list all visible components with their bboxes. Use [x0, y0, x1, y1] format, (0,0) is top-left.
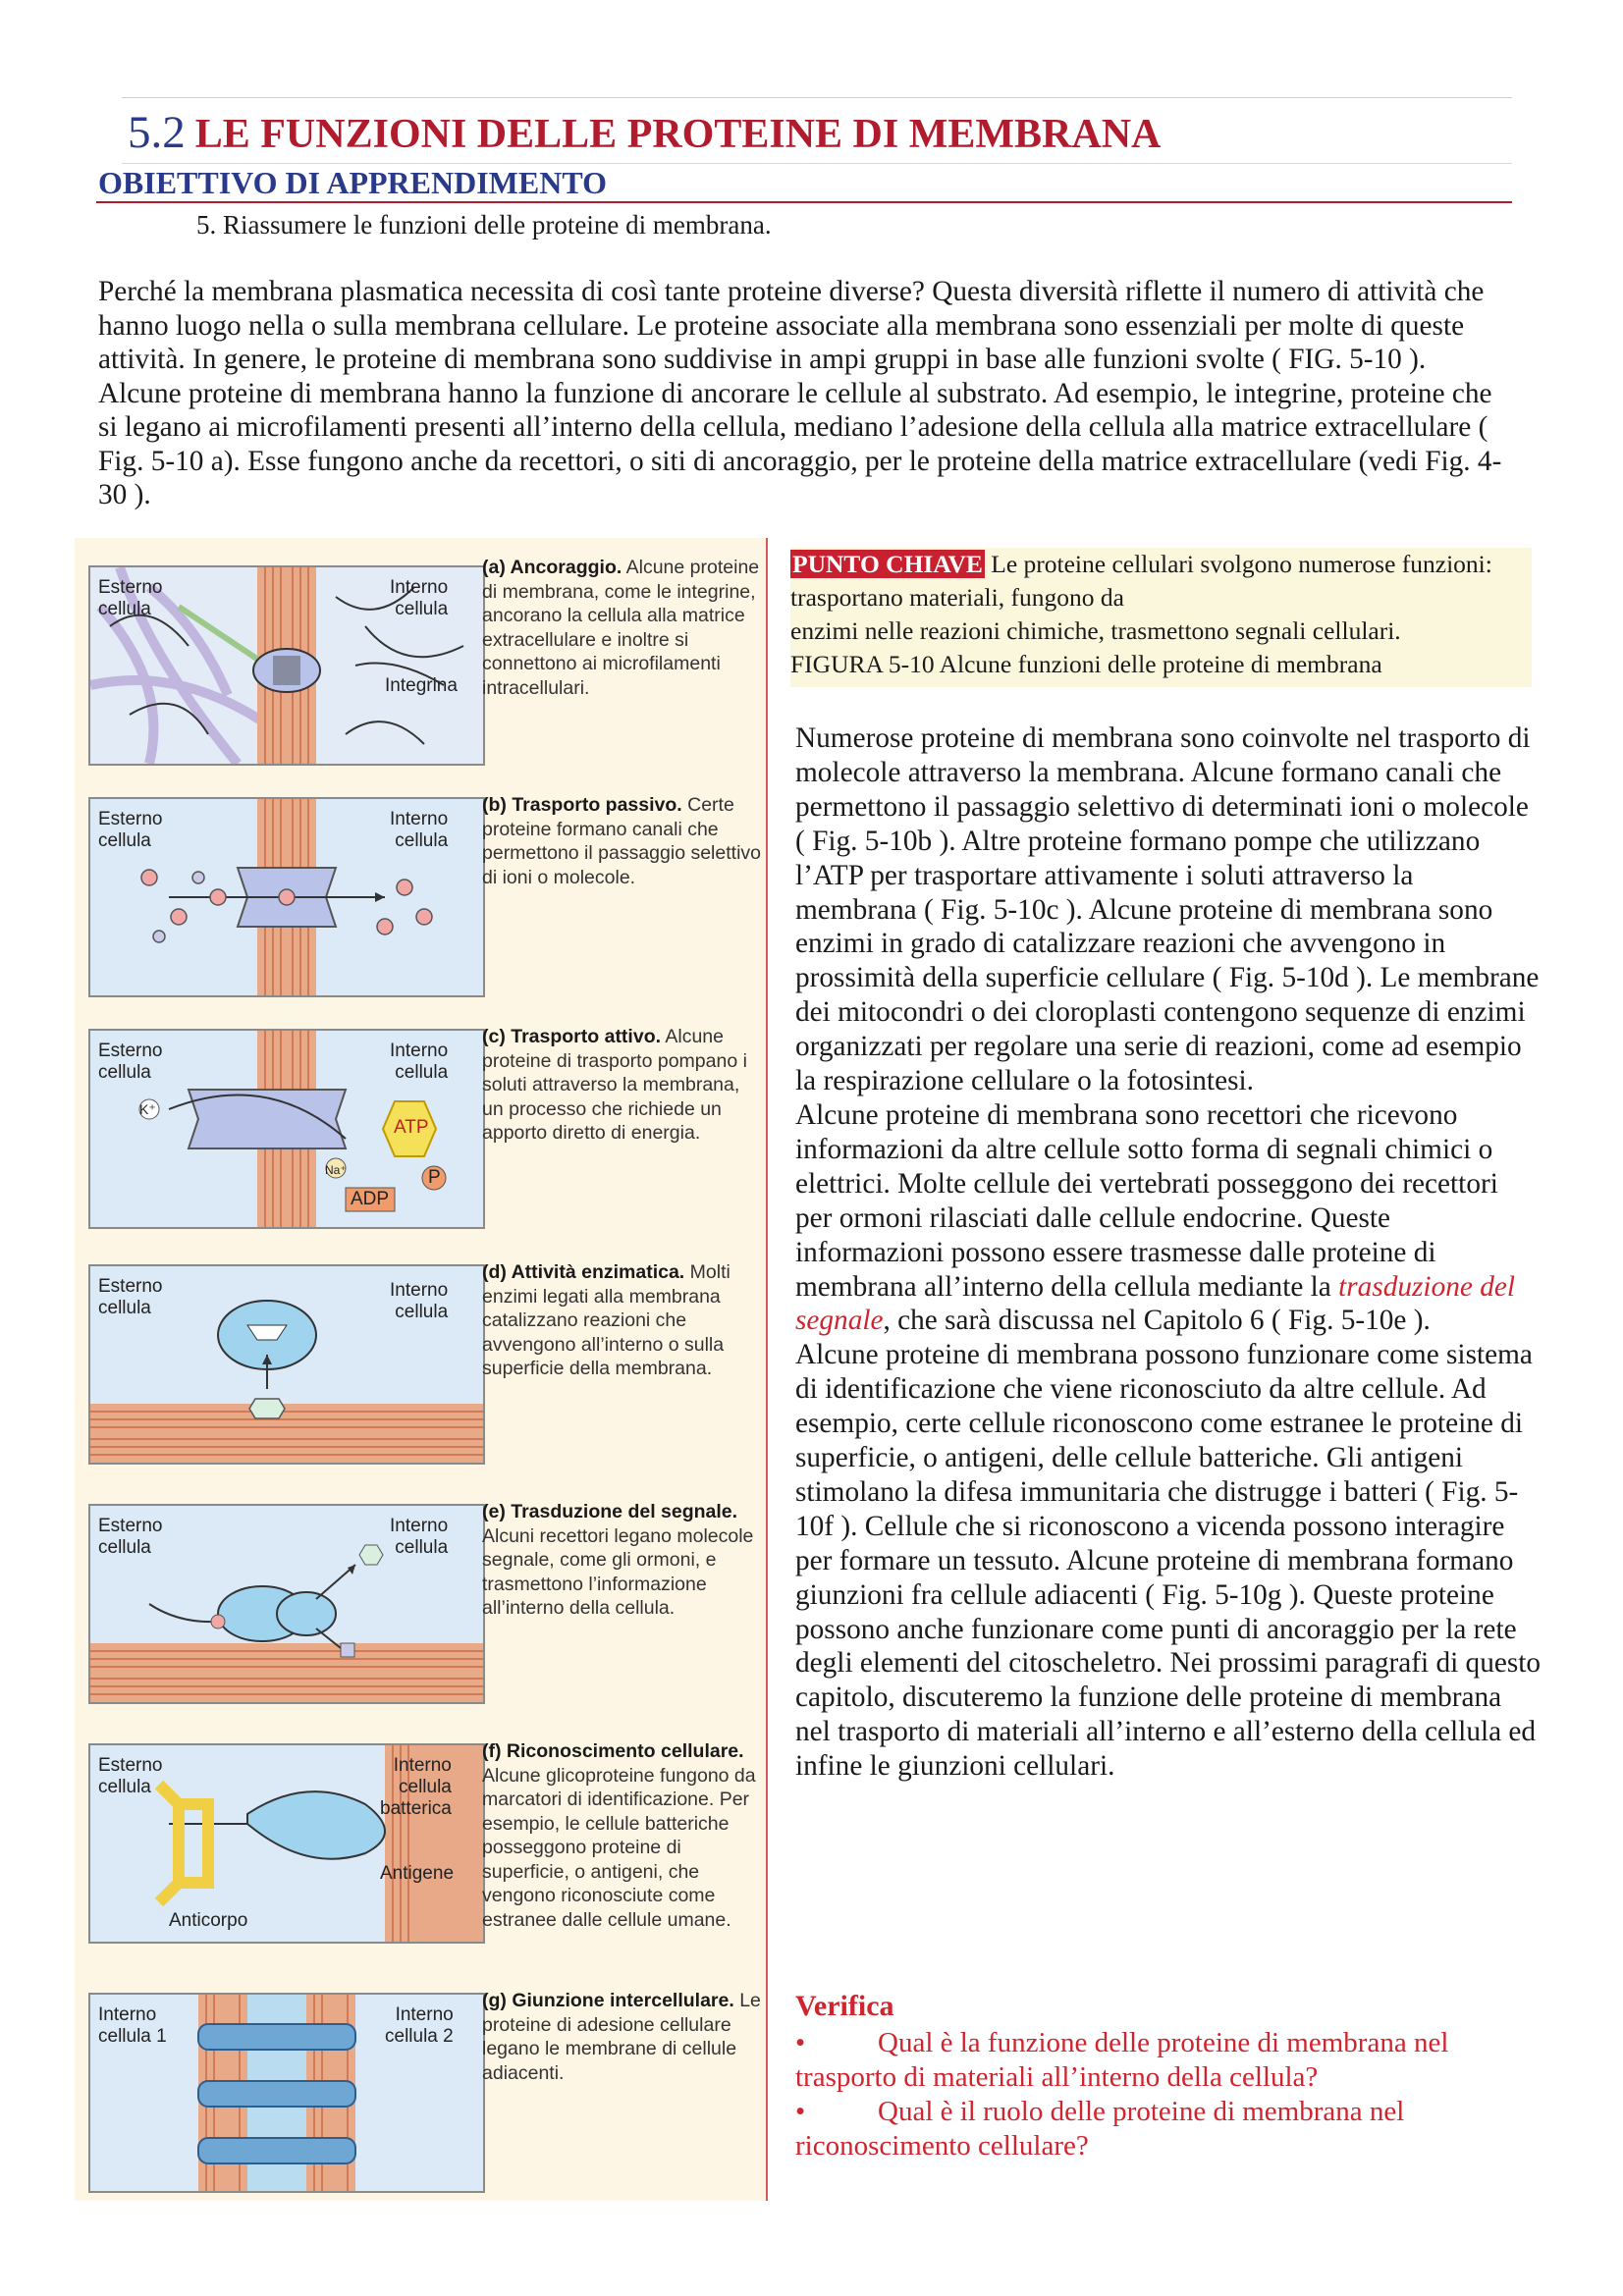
body-paragraph-1: Numerose proteine di membrana sono coinvolte nel trasporto di molecole attraverso la membrana. Alcune formano canali che permettono il passaggio selettivo di determinati ioni o molecole ( Fig. 5-10b ). Altre proteine formano pompe che utilizzano l’ATP per trasportare attivamente i soluti attraverso la membrana ( Fig. 5-10c ). Alcune proteine di membrana sono enzimi in grado di catalizzare reazioni che avvengono in prossimità della superficie cellulare ( Fig. 5-10d ). Le membrane dei mitocondri o dei cloroplasti contengono sequenze di enzimi organizzati per regolare una serie di reazioni, come ad esempio la respirazione cellulare o la fotosintesi. — [795, 722, 1540, 1097]
caption-a: (a) Ancoraggio. Alcune proteine di membrana, come le integrine, ancorano la cellula alla matrice extracellulare e inoltre si connettono ai microfilamenti intracellulari. — [482, 557, 760, 699]
panel-anchoring — [88, 565, 485, 766]
caption-e: (e) Trasduzione del segnale. Alcuni recettori legano molecole segnale, come gli ormoni, e trasmettono l’informazione all’interno della cellula. — [482, 1501, 754, 1619]
key-point-tag: PUNTO CHIAVE — [792, 550, 983, 578]
section-heading — [128, 106, 1161, 159]
label-atp: ATP — [394, 1117, 429, 1138]
objective-rule — [96, 201, 1512, 203]
caption-g: (g) Giunzione intercellulare. Le proteine di adesione cellulare legano le membrane di cellule adiacenti. — [482, 1990, 761, 2084]
objective-item: 5. Riassumere le funzioni delle proteine di membrana. — [196, 210, 772, 240]
panel-intercellular-junction — [88, 1993, 485, 2193]
label-inside: Interno cellula batterica — [380, 1755, 452, 1819]
section-title: LE FUNZIONI DELLE PROTEINE DI MEMBRANA — [194, 112, 1162, 157]
label-inside: Interno cellula — [390, 577, 449, 619]
label-inside-cell-1: Interno cellula 1 — [98, 2004, 167, 2047]
label-adp: ADP — [351, 1189, 390, 1209]
label-outside: Esterno cellula — [98, 577, 163, 619]
caption-b: (b) Trasporto passivo. Certe proteine formano canali che permettono il passaggio selettivo di ioni o molecole. — [482, 794, 761, 888]
caption-f: (f) Riconoscimento cellulare. Alcune glicoproteine fungono da marcatori di identificazione. Per esempio, le cellule batteriche posseggono proteine di superficie, o antigeni, che vengono riconosciute come estranee dalle cellule umane. — [482, 1740, 756, 1931]
label-integrin: Integrina — [385, 675, 458, 696]
label-outside: Esterno cellula — [98, 1516, 163, 1558]
review-heading: Verifica — [795, 1990, 894, 2022]
section-number: 5.2 — [128, 107, 186, 158]
label-phosphate: P — [428, 1167, 441, 1188]
body-paragraph-2: Alcune proteine di membrana sono recettori che ricevono informazioni da altre cellule sotto forma di segnali chimici o elettrici. Molte cellule dei vertebrati posseggono dei recettori per ormoni rilasciati dalle cellule endocrine. Queste informazioni possono essere trasmesse dalle proteine di membrana all’interno della cellula mediante la trasduzione del segnale, che sarà discussa nel Capitolo 6 ( Fig. 5-10e ). — [795, 1098, 1515, 1337]
panel-signal-transduction — [88, 1504, 485, 1704]
label-inside: Interno cellula — [390, 1041, 449, 1083]
review-section — [795, 1987, 1542, 2163]
label-antibody: Anticorpo — [169, 1910, 248, 1931]
body-paragraph-3: Alcune proteine di membrana possono funzionare come sistema di identificazione che viene riconosciuto da altre cellule. Ad esempio, certe cellule riconoscono come estranee le proteine di superficie, o antigeni, delle cellule batteriche. Gli antigeni stimolano la difesa immunitaria che distrugge i batteri ( Fig. 5-10f ). Cellule che si riconoscono a vicenda possono interagire per formare un tessuto. Alcune proteine di membrana formano giunzioni fra cellule adiacenti ( Fig. 5-10g ). Queste proteine possono anche funzionare come punti di ancoraggio per la rete degli elementi del citoscheletro. Nei prossimi paragrafi di questo capitolo, discuteremo la funzione delle proteine di membrana nel trasporto di materiali all’interno e all’esterno della cellula ed infine le giunzioni cellulari. — [795, 1339, 1542, 1783]
figure-caption: FIGURA 5-10 Alcune funzioni delle proteine di membrana — [790, 650, 1382, 678]
label-outside: Esterno cellula — [98, 1041, 163, 1083]
caption-c: (c) Trasporto attivo. Alcune proteine di trasporto pompano i soluti attraverso la membrana, un processo che richiede un apporto diretto di energia. — [482, 1026, 747, 1144]
label-sodium: Na⁺ — [325, 1163, 347, 1177]
label-inside: Interno cellula — [390, 809, 449, 851]
panel-enzymatic-activity — [88, 1264, 485, 1465]
label-antigen: Antigene — [380, 1863, 455, 1884]
panel-active-transport — [88, 1029, 485, 1229]
review-question-2: • Qual è il ruolo delle proteine di membrana nel riconoscimento cellulare? — [795, 2095, 1405, 2162]
intro-paragraph: Perché la membrana plasmatica necessita di così tante proteine diverse? Questa diversità riflette il numero di attività che hanno luogo nella o sulla membrana cellulare. Le proteine associate alla membrana sono essenziali per molte di queste attività. In genere, le proteine di membrana sono suddivise in ampi gruppi in base alle funzioni svolte ( FIG. 5-10 ). Alcune proteine di membrana hanno la funzione di ancorare le cellule al substrato. Ad esempio, le integrine, proteine che si legano ai microfilamenti presenti all’interno della cellula, mediano l’adesione della cellula alla matrice extracellulare ( Fig. 5-10 a). Esse fungono anche da recettori, o siti di ancoraggio, per le proteine della matrice extracellulare (vedi Fig. 4-30 ). — [98, 276, 1502, 510]
caption-d: (d) Attività enzimatica. Molti enzimi legati alla membrana catalizzano reazioni che avvengono all’interno o sulla superficie della membrana. — [482, 1261, 730, 1379]
key-point-text-1: Le proteine cellulari svolgono numerose funzioni: trasportano materiali, fungono da — [790, 550, 1492, 612]
label-inside-cell-2: Interno cellula 2 — [385, 2004, 454, 2047]
emphasis-term: trasduzione del segnale — [795, 1270, 1515, 1337]
label-outside: Esterno cellula — [98, 809, 163, 851]
review-question-1: • Qual è la funzione delle proteine di membrana nel trasporto di materiali all’interno della cellula? — [795, 2027, 1449, 2093]
label-outside: Esterno cellula — [98, 1755, 163, 1797]
objective-heading: OBIETTIVO DI APPRENDIMENTO — [98, 165, 607, 200]
top-rule — [122, 97, 1512, 98]
panel-cell-recognition — [88, 1743, 485, 1944]
label-potassium: K⁺ — [139, 1101, 156, 1117]
label-outside: Esterno cellula — [98, 1276, 163, 1318]
panel-passive-transport — [88, 797, 485, 997]
figure-5-10 — [75, 538, 768, 2201]
figure-divider — [766, 538, 768, 2201]
label-inside: Interno cellula — [390, 1280, 449, 1322]
body-text — [795, 721, 1542, 1784]
key-point-text-2: enzimi nelle reazioni chimiche, trasmettono segnali cellulari. — [790, 616, 1401, 645]
title-rule — [122, 163, 1512, 164]
key-point-box — [790, 548, 1532, 687]
label-inside: Interno cellula — [390, 1516, 449, 1558]
